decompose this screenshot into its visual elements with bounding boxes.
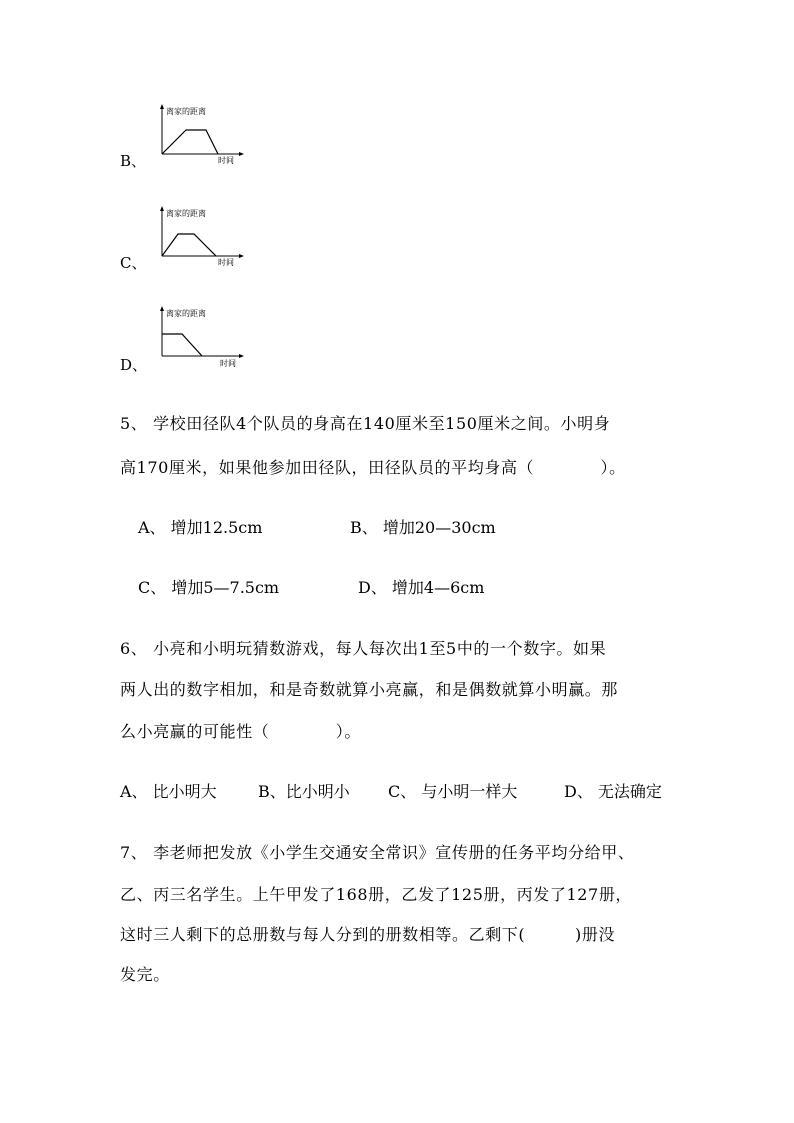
q5-line-2: 高170厘米，如果他参加田径队，田径队员的平均身高（ ）。	[120, 458, 626, 477]
q6-line-3: 么小亮赢的可能性（ ）。	[120, 722, 362, 741]
graph-option-c	[158, 206, 248, 266]
option-c-label: C、	[120, 254, 147, 272]
q6-line-1: 6、 小亮和小明玩猜数游戏，每人每次出1至5中的一个数字。如果	[120, 639, 607, 658]
x-axis-label: 时间	[220, 359, 236, 368]
graph-line	[162, 130, 218, 154]
q6-option-d: D、 无法确定	[564, 782, 662, 801]
option-b-label: B、	[120, 152, 147, 170]
y-axis-label: 离家的距离	[166, 209, 206, 218]
q6-option-b: B、比小明小	[258, 782, 350, 801]
q5-option-c: C、 增加5—7.5cm	[138, 578, 280, 597]
q5-option-a: A、 增加12.5cm	[138, 518, 263, 537]
x-axis-label: 时间	[218, 156, 234, 165]
graph-line	[162, 334, 202, 356]
y-axis-arrow	[160, 104, 164, 109]
q7-line-3: 这时三人剩下的总册数与每人分到的册数相等。乙剩下( )册没	[120, 925, 616, 944]
q6-line-2: 两人出的数字相加，和是奇数就算小亮赢，和是偶数就算小明赢。那	[120, 680, 619, 699]
x-axis-arrow	[239, 152, 244, 156]
x-axis-arrow	[239, 354, 244, 358]
graph-option-d	[158, 306, 248, 368]
graph-option-b	[158, 104, 248, 164]
q6-option-c: C、 与小明一样大	[388, 782, 518, 801]
q5-line-1: 5、 学校田径队4个队员的身高在140厘米至150厘米之间。小明身	[120, 414, 611, 433]
y-axis-label: 离家的距离	[166, 107, 206, 116]
q6-option-a: A、 比小明大	[120, 782, 217, 801]
q5-option-d: D、 增加4—6cm	[358, 578, 485, 597]
option-d-label: D、	[120, 356, 148, 374]
q7-line-2: 乙、丙三名学生。上午甲发了168册，乙发了125册，丙发了127册，	[120, 885, 633, 904]
y-axis-arrow	[160, 206, 164, 211]
x-axis-label: 时间	[218, 258, 234, 267]
q5-option-b: B、 增加20—30cm	[350, 518, 496, 537]
q7-line-1: 7、 李老师把发放《小学生交通安全常识》宣传册的任务平均分给甲、	[120, 843, 635, 862]
q7-line-4: 发完。	[120, 965, 170, 984]
x-axis-arrow	[239, 254, 244, 258]
graph-line	[162, 234, 216, 256]
y-axis-label: 离家的距离	[166, 309, 206, 318]
y-axis-arrow	[160, 306, 164, 311]
